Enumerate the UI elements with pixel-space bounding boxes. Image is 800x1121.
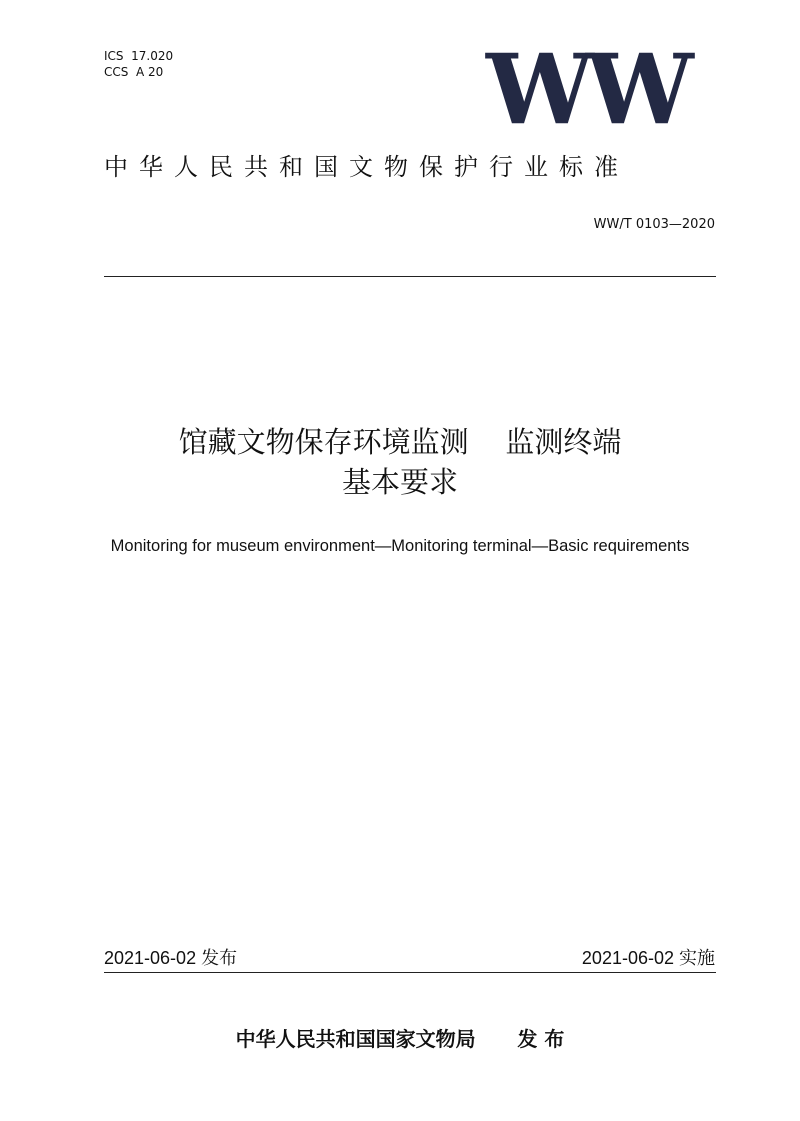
bottom-divider [104, 972, 716, 973]
publisher: 中华人民共和国国家文物局 发 布 [235, 1027, 565, 1051]
top-divider [104, 276, 716, 277]
english-title: Monitoring for museum environment—Monitoring terminal—Basic requirements [110, 537, 690, 555]
chinese-title [0, 422, 800, 502]
ww-logo: WW [486, 33, 686, 146]
implementation-date: 2021-06-02 实施 [581, 948, 715, 968]
issue-date: 2021-06-02 发布 [104, 948, 238, 968]
standard-category: 中华人民共和国文物保护行业标准 [104, 153, 629, 181]
ccs-code: CCS A 20 [104, 65, 164, 79]
ics-code: ICS 17.020 [104, 49, 174, 63]
chinese-title-line-2: 基本要求 [341, 465, 458, 499]
chinese-title-line-1: 馆藏文物保存环境监测 监测终端 [178, 425, 622, 459]
standard-number: WW/T 0103—2020 [593, 217, 715, 232]
classification-codes [104, 48, 173, 80]
